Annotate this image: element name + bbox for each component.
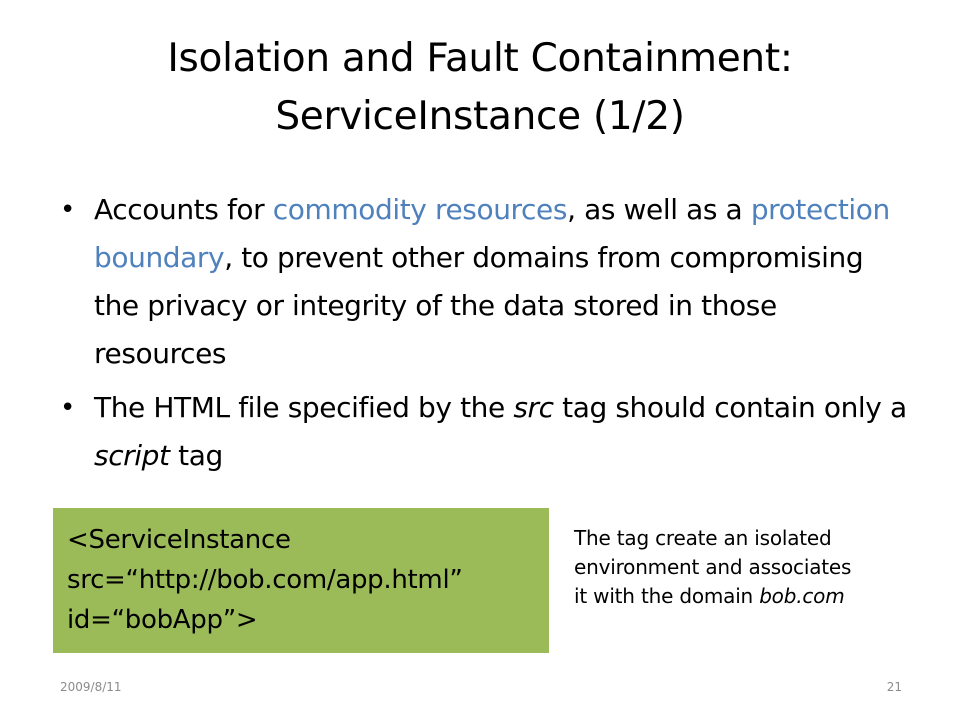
code-line-2: src=“http://bob.com/app.html”	[67, 565, 463, 595]
bullet-dot-icon: •	[60, 393, 75, 423]
footer-date: 2009/8/11	[60, 680, 122, 694]
bullet-1-part: Accounts for	[94, 193, 273, 226]
bullet-item-1	[56, 186, 916, 378]
note-line-2: environment and associates	[574, 555, 852, 579]
bullet-item-2	[56, 384, 916, 480]
note-domain: bob.com	[759, 584, 845, 608]
highlight-protection-boundary: protection boundary	[94, 193, 890, 274]
slide-title-line2: ServiceInstance (1/2)	[275, 94, 685, 139]
highlight-commodity-resources: commodity resources	[272, 193, 568, 226]
footer-page-number: 21	[886, 680, 902, 694]
code-example-box	[53, 508, 549, 653]
note-line-3-prefix: it with the domain	[574, 584, 760, 608]
code-line-1: <ServiceInstance	[67, 525, 291, 555]
bullet-list	[56, 186, 916, 486]
bullet-2-text	[94, 391, 907, 472]
bullet-2-part: tag	[169, 439, 223, 472]
bullet-1-text	[94, 193, 890, 370]
slide-title	[60, 30, 900, 146]
bullet-2-part: tag should contain only a	[553, 391, 907, 424]
bullet-1-part: , to prevent other domains from compromising the privacy or integrity of the data stored in those resources	[94, 241, 864, 370]
italic-src: src	[513, 391, 554, 424]
note-line-1: The tag create an isolated	[574, 526, 832, 550]
note-line-3	[574, 582, 934, 611]
italic-script: script	[94, 439, 170, 472]
slide-title-line1: Isolation and Fault Containment:	[167, 36, 793, 81]
side-note	[574, 524, 934, 611]
bullet-2-part: The HTML file specified by the	[94, 391, 514, 424]
bullet-1-part: , as well as a	[567, 193, 751, 226]
bullet-dot-icon: •	[60, 195, 75, 225]
code-line-3: id=“bobApp”>	[67, 605, 258, 635]
